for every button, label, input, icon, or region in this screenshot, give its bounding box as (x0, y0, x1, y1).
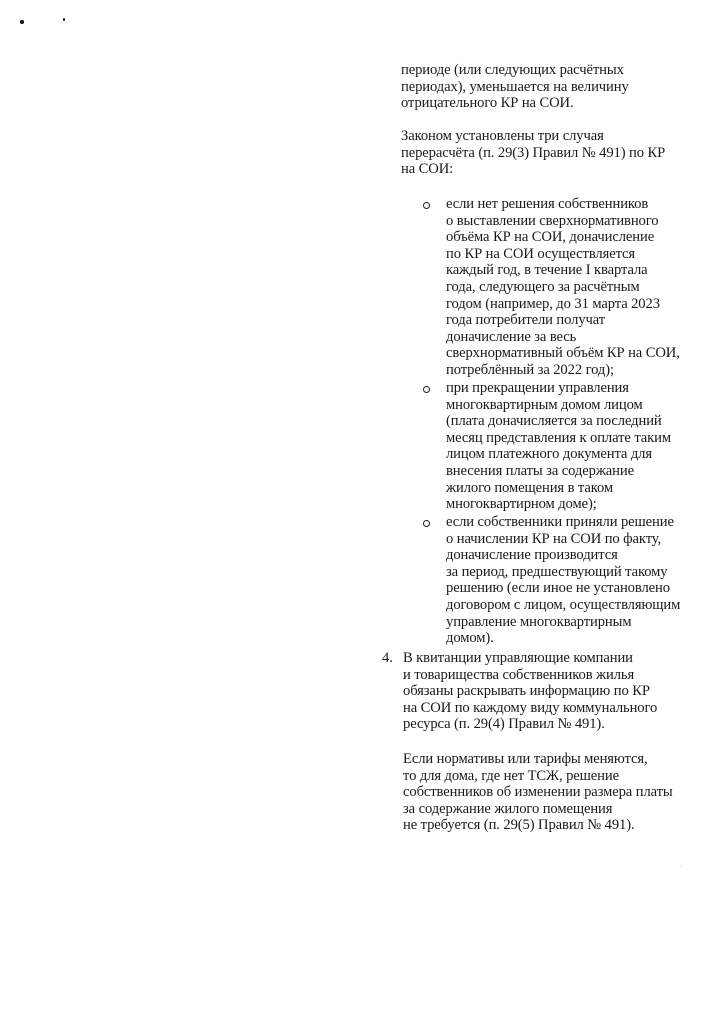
list-item-4: В квитанции управляющие компании и товарищества собственников жилья обязаны раскрывать информацию по КР на СОИ по каждому виду коммунального ресурса (п. 29(4) Правил № 491). (403, 650, 658, 733)
case-bullet-icon (423, 386, 430, 393)
case-item-3: если собственники приняли решение о начислении КР на СОИ по факту, доначисление производится за период, предшествующий такому решению (если иное не установлено договором с лицом, осуществляющим управление многоквартирным домом). (446, 514, 681, 647)
case-bullet-icon (423, 520, 430, 527)
scan-speck (680, 866, 681, 867)
law-paragraph: Законом установлены три случая перерасчёта (п. 29(3) Правил № 491) по КР на СОИ: (401, 128, 666, 178)
case-item-2: при прекращении управления многоквартирным домом лицом (плата доначисляется за последний месяц представления к оплате таким лицом платежного документа для внесения платы за содержание жилого помещения в таком многоквартирном доме); (446, 380, 671, 513)
case-item-1: если нет решения собственников о выставлении сверхнормативного объёма КР на СОИ, доначисление по КР на СОИ осуществляется каждый год, в течение I квартала года, следующего за расчётным годом (например, до 31 марта 2023 года потребители получат доначисление за весь сверхнормативный объём КР на СОИ, потреблённый за 2022 год); (446, 196, 680, 378)
scan-speck (63, 18, 65, 21)
scan-speck (20, 20, 24, 24)
intro-paragraph: периоде (или следующих расчётных периодах), уменьшается на величину отрицательного КР на СОИ. (401, 62, 629, 112)
list-number-4: 4. (382, 650, 393, 666)
case-bullet-icon (423, 202, 430, 209)
norms-paragraph: Если нормативы или тарифы меняются, то для дома, где нет ТСЖ, решение собственников об изменении размера платы за содержание жилого помещения не требуется (п. 29(5) Правил № 491). (403, 751, 673, 834)
